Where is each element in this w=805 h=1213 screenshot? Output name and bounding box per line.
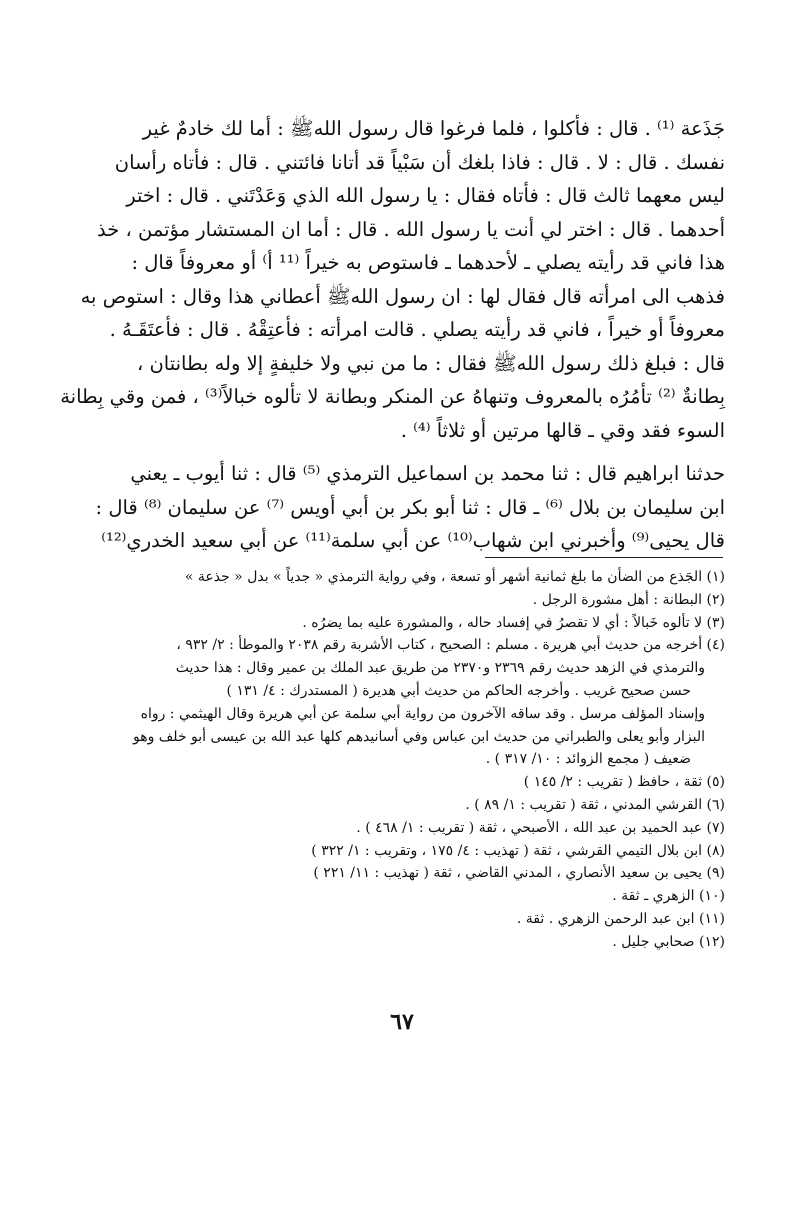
footnote-line: (١) الجَذع من الضأن ما بلغ ثمانية أشهر أو تسعة ، وفي رواية الترمذي « جدياً » بدل « جذعة » <box>184 569 725 585</box>
footnote-line: (١٢) صحابي جليل . <box>612 933 725 950</box>
text-line: هذا فاني قد رأيته يصلي ـ لأحدهما ـ فاستوص به خيراً ⁽¹¹ أ⁾ أو معروفاً قال : <box>131 251 725 274</box>
footnote-line: حسن صحيح غريب . وأخرجه الحاكم من حديث أبي هديرة ( المستدرك : ٤/ ١٣١ ) <box>226 682 691 699</box>
main-text <box>60 112 725 558</box>
main-paragraph-1 <box>60 112 725 447</box>
footnote-line: (٢) البطانة : أهل مشورة الرجل . <box>532 591 725 608</box>
text-line: ليس معهما ثالث قال : فأتاه فقال : يا رسول الله الذي وَعَدْتَني . قال : اختر <box>126 184 725 207</box>
footnote-line: والترمذي في الزهد حديث رقم ٢٣٦٩ و٢٣٧٠ من طريق عبد الملك بن عمير وقال : هذا حديث <box>175 660 705 677</box>
footnotes <box>95 566 725 954</box>
text-line: أحدهما . قال : اختر لي أنت يا رسول الله . قال : أما ان المستشار مؤتمن ، خذ <box>97 217 725 241</box>
footnote-line: (١١) ابن عبد الرحمن الزهري . ثقة . <box>516 910 725 927</box>
text-line: حدثنا ابراهيم قال : ثنا محمد بن اسماعيل الترمذي ⁽⁵⁾ قال : ثنا أيوب ـ يعني <box>130 462 725 485</box>
footnote-line: (٩) يحيى بن سعيد الأنصاري ، المدني القاضي ، ثقة ( تهذيب : ١١/ ٢٢١ ) <box>313 865 725 882</box>
text-line: معروفاً أو خيراً ، فاني قد رأيته يصلي . قالت امرأته : فأعتِقْهُ . قال : فأعتَقَـهُ . <box>109 318 725 341</box>
page-number: ٦٧ <box>390 1009 414 1035</box>
footnote-line: (٤) أخرجه من حديث أبي هريرة . مسلم : الصحيح ، كتاب الأشربة رقم ٢٠٣٨ والموطأ : ٢/ ٩٣٢ ، <box>176 637 725 654</box>
text-line: ابن سليمان بن بلال ⁽⁶⁾ ـ قال : ثنا أبو بكر بن أبي أويس ⁽⁷⁾ عن سليمان ⁽⁸⁾ قال : <box>95 495 725 519</box>
footnote-line: (٦) القرشي المدني ، ثقة ( تقريب : ١/ ٨٩ ) . <box>465 796 725 813</box>
text-line: جَذَعة ⁽¹⁾ . قال : فأكلوا ، فلما فرغوا قال رسول اللهﷺ : أما لك خادمٌ غير <box>142 117 725 140</box>
footnote-line: وإسناد المؤلف مرسل . وقد ساقه الآخرون من رواية أبي سلمة عن أبي هريرة وقال الهيثمي : رواه <box>140 705 705 722</box>
footnote-divider <box>485 557 723 558</box>
footnote-line: (٣) لا تألوه خَبالاً : أي لا تقصرُ في إفساد حاله ، والمشورة عليه بما يضرُه . <box>302 614 725 631</box>
footnote-line: (٨) ابن بلال التيمي القرشي ، ثقة ( تهذيب : ٤/ ١٧٥ ، وتقريب : ١/ ٣٢٢ ) <box>311 842 725 859</box>
text-line: فذهب الى امرأته قال فقال لها : ان رسول اللهﷺ أعطاني هذا وقال : استوص به <box>80 284 725 308</box>
footnote-line: البزار وأبو يعلى والطبراني من حديث ابن عباس وفي أسانيدهم كلها عبد الله بن عيسى أبو خلف وهو <box>132 728 705 745</box>
paragraph-gap <box>95 447 725 457</box>
text-line: نفسك . قال : لا . قال : فاذا بلغك أن سَبْياً قد أتانا فائتني . قال : فأتاه رأسان <box>114 150 725 174</box>
text-line: السوء فقد وقي ـ قالها مرتين أو ثلاثاً ⁽⁴⁾ . <box>400 418 725 442</box>
footnote-line: ضعيف ( مجمع الزوائد : ١٠/ ٣١٧ ) . <box>485 751 691 768</box>
footnote-line: (١٠) الزهري ـ ثقة . <box>612 888 725 905</box>
text-line: قال : فبلغ ذلك رسول اللهﷺ فقال : ما من نبي ولا خليفةٍ إلا وله بطانتان ، <box>136 351 725 375</box>
text-line: بِطانةٌ ⁽²⁾ تأمُرُه بالمعروف وتنهاهُ عن المنكر وبطانة لا تألوه خبالاً⁽³⁾ ، فمن وقي بِطانة <box>60 385 725 408</box>
main-paragraph-2 <box>95 457 725 558</box>
text-line: قال يحيى⁽⁹⁾ وأخبرني ابن شهاب⁽¹⁰⁾ عن أبي سلمة⁽¹¹⁾ عن أبي سعيد الخدري⁽¹²⁾ <box>101 529 725 552</box>
footnote-line: (٧) عبد الحميد بن عبد الله ، الأصبحي ، ثقة ( تقريب : ١/ ٤٦٨ ) . <box>356 819 725 836</box>
footnote-line: (٥) ثقة ، حافظ ( تقريب : ٢/ ١٤٥ ) <box>523 774 725 791</box>
